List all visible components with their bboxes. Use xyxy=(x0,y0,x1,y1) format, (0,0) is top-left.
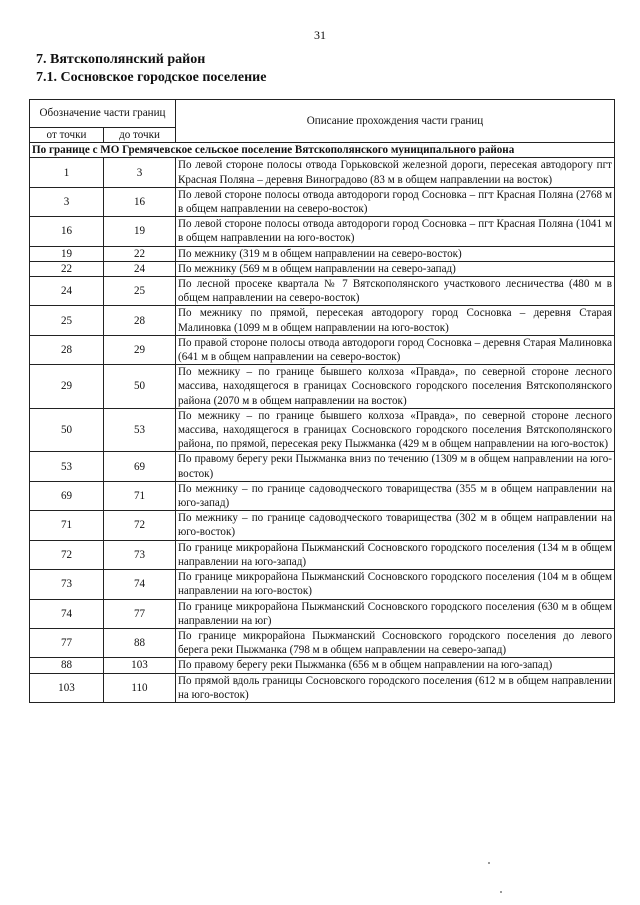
header-from: от точки xyxy=(30,128,104,143)
to-point: 19 xyxy=(104,217,176,246)
row-description: По правому берегу реки Пыжманка (656 м в общем направлении на юго-запад) xyxy=(176,658,615,673)
from-point: 103 xyxy=(30,673,104,702)
row-description: По межнику (569 м в общем направлении на северо-запад) xyxy=(176,261,615,276)
boundary-label-row xyxy=(30,143,615,158)
boundary-label: По границе с МО Гремячевское сельское поселение Вятскополянского муниципального района xyxy=(30,143,615,158)
from-point: 19 xyxy=(30,246,104,261)
row-description: По межнику – по границе бывшего колхоза «Правда», по северной стороне лесного массива, находящегося в границах Сосновского городского поселения Вятскополянского района, по прямой, пересекая реку Пыжманка (429 м в общем направлении на юго-восток) xyxy=(176,408,615,452)
table-row xyxy=(30,452,615,481)
row-description: По левой стороне полосы отвода автодороги город Сосновка – пгт Красная Поляна (2768 м в общем направлении на северо-восток) xyxy=(176,187,615,216)
row-description: По межнику – по границе садоводческого товарищества (355 м в общем направлении на юго-запад) xyxy=(176,481,615,510)
from-point: 3 xyxy=(30,187,104,216)
to-point: 28 xyxy=(104,306,176,335)
to-point: 3 xyxy=(104,158,176,187)
to-point: 29 xyxy=(104,335,176,364)
from-point: 77 xyxy=(30,628,104,657)
from-point: 29 xyxy=(30,365,104,409)
row-description: По межнику – по границе садоводческого товарищества (302 м в общем направлении на юго-восток) xyxy=(176,511,615,540)
scan-speck xyxy=(488,862,490,864)
from-point: 22 xyxy=(30,261,104,276)
table-row xyxy=(30,335,615,364)
table-row xyxy=(30,570,615,599)
table-row xyxy=(30,511,615,540)
to-point: 53 xyxy=(104,408,176,452)
row-description: По правой стороне полосы отвода автодороги город Сосновка – деревня Старая Малиновка (641 м в общем направлении на северо-восток) xyxy=(176,335,615,364)
from-point: 72 xyxy=(30,540,104,569)
header-to: до точки xyxy=(104,128,176,143)
row-description: По лесной просеке квартала № 7 Вятскополянского участкового лесничества (480 м в общем направлении на северо-восток) xyxy=(176,277,615,306)
subsection-title: 7.1. Сосновское городское поселение xyxy=(36,70,267,85)
to-point: 16 xyxy=(104,187,176,216)
row-description: По границе микрорайона Пыжманский Сосновского городского поселения (104 м в общем направлении на юго-восток) xyxy=(176,570,615,599)
row-description: По прямой вдоль границы Сосновского городского поселения (612 м в общем направлении на юго-восток) xyxy=(176,673,615,702)
row-description: По левой стороне полосы отвода Горьковской железной дороги, пересекая автодорогу пгт Красная Поляна – деревня Виноградово (83 м в общем направлении на восток) xyxy=(176,158,615,187)
to-point: 88 xyxy=(104,628,176,657)
from-point: 50 xyxy=(30,408,104,452)
table-row xyxy=(30,628,615,657)
table-row xyxy=(30,217,615,246)
to-point: 110 xyxy=(104,673,176,702)
to-point: 73 xyxy=(104,540,176,569)
to-point: 50 xyxy=(104,365,176,409)
table-row xyxy=(30,408,615,452)
from-point: 1 xyxy=(30,158,104,187)
header-designation: Обозначение части границ xyxy=(30,100,176,128)
page-number: 31 xyxy=(314,28,326,42)
from-point: 71 xyxy=(30,511,104,540)
table-row xyxy=(30,158,615,187)
row-description: По межнику (319 м в общем направлении на северо-восток) xyxy=(176,246,615,261)
table-row xyxy=(30,599,615,628)
scan-speck xyxy=(500,891,502,893)
row-description: По правому берегу реки Пыжманка вниз по течению (1309 м в общем направлении на юго-восток) xyxy=(176,452,615,481)
from-point: 74 xyxy=(30,599,104,628)
to-point: 25 xyxy=(104,277,176,306)
from-point: 25 xyxy=(30,306,104,335)
from-point: 53 xyxy=(30,452,104,481)
from-point: 16 xyxy=(30,217,104,246)
table-body xyxy=(30,143,615,703)
row-description: По границе микрорайона Пыжманский Сосновского городского поселения (630 м в общем направлении на юг) xyxy=(176,599,615,628)
row-description: По межнику по прямой, пересекая автодорогу город Сосновка – деревня Старая Малиновка (1099 м в общем направлении на юго-восток) xyxy=(176,306,615,335)
table-row xyxy=(30,673,615,702)
from-point: 88 xyxy=(30,658,104,673)
table-row xyxy=(30,261,615,276)
table-row xyxy=(30,481,615,510)
to-point: 72 xyxy=(104,511,176,540)
to-point: 71 xyxy=(104,481,176,510)
table-row xyxy=(30,658,615,673)
row-description: По левой стороне полосы отвода автодороги город Сосновка – пгт Красная Поляна (1041 м в общем направлении на юго-восток) xyxy=(176,217,615,246)
to-point: 77 xyxy=(104,599,176,628)
from-point: 69 xyxy=(30,481,104,510)
row-description: По границе микрорайона Пыжманский Сосновского городского поселения до левого берега реки Пыжманка (798 м в общем направлении на северо-запад) xyxy=(176,628,615,657)
table-row xyxy=(30,277,615,306)
from-point: 24 xyxy=(30,277,104,306)
from-point: 73 xyxy=(30,570,104,599)
header-description: Описание прохождения части границ xyxy=(176,100,615,143)
row-description: По границе микрорайона Пыжманский Сосновского городского поселения (134 м в общем направлении на юго-запад) xyxy=(176,540,615,569)
table-row xyxy=(30,540,615,569)
to-point: 74 xyxy=(104,570,176,599)
table-row xyxy=(30,306,615,335)
table-row xyxy=(30,365,615,409)
table-row xyxy=(30,187,615,216)
table-row xyxy=(30,246,615,261)
boundary-table xyxy=(29,99,615,703)
section-title: 7. Вятскополянский район xyxy=(36,52,206,67)
to-point: 103 xyxy=(104,658,176,673)
from-point: 28 xyxy=(30,335,104,364)
to-point: 22 xyxy=(104,246,176,261)
row-description: По межнику – по границе бывшего колхоза «Правда», по северной стороне лесного массива, находящегося в границах Сосновского городского поселения Вятскополянского района (2070 м в общем направлении на восток) xyxy=(176,365,615,409)
to-point: 69 xyxy=(104,452,176,481)
to-point: 24 xyxy=(104,261,176,276)
